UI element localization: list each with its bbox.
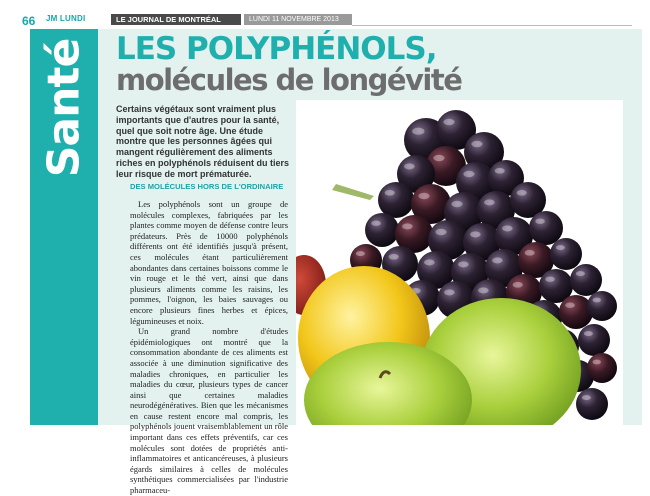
grape — [578, 324, 610, 356]
article-subtitle: molécules de longévité — [116, 63, 462, 97]
grape-highlight — [593, 298, 601, 303]
publication-bar — [111, 14, 241, 25]
grape — [365, 213, 399, 247]
grape-highlight — [525, 250, 535, 256]
page-number: 66 — [22, 14, 36, 28]
body-paragraph: Les polyphénols sont un groupe de molécules complexes, fabriquées par les plantes comme moyen de défense contre leurs prédateurs. Près de 10000 polyphénols différents ont été identifiés jusqu'à présent, ces molécules étant particulièrement abondantes dans certaines boissons comme le vin rouge et le thé vert, ainsi que dans plusieurs aliments comme les raisins, les pommes, l'oignon, les baies sauvages ou encore plusieurs fines herbes et épices, légumineuses et noix. — [130, 199, 288, 326]
grape-highlight — [484, 199, 495, 205]
grape-highlight — [412, 128, 424, 135]
grape-highlight — [385, 190, 395, 196]
grape-highlight — [576, 271, 585, 276]
grape-highlight — [433, 155, 444, 161]
grape-highlight — [582, 395, 591, 400]
grape-highlight — [492, 257, 503, 263]
grape-highlight — [470, 231, 481, 237]
grape-highlight — [435, 229, 446, 235]
grape-highlight — [463, 171, 474, 177]
grape-highlight — [478, 287, 489, 293]
grape — [550, 238, 582, 270]
grape-highlight — [502, 225, 513, 231]
article-body — [130, 182, 288, 496]
grape-highlight — [584, 331, 593, 336]
grape-highlight — [535, 218, 545, 223]
grape-highlight — [418, 193, 429, 199]
grape-highlight — [471, 141, 482, 147]
grape-highlight — [517, 190, 527, 196]
article-lead: Certains végétaux sont vraiment plus importants que d'autres pour la santé, quel que soit notre âge. Une étude montre que les personnes âgées qui mangent régulièrement des aliments riches en polyphénols réduisent du tiers leur risque de mort prématurée. — [116, 104, 290, 179]
grape-highlight — [404, 163, 415, 169]
grape-highlight — [565, 302, 575, 307]
grape-highlight — [556, 245, 565, 250]
grape-highlight — [443, 119, 454, 125]
grape-highlight — [389, 254, 399, 260]
grape-highlight — [513, 282, 523, 288]
publication-name: LE JOURNAL DE MONTRÉAL — [116, 15, 221, 24]
grape-highlight — [451, 201, 462, 207]
grapes-and-apples-photo — [296, 100, 623, 425]
grape — [378, 182, 414, 218]
date-bar — [244, 14, 352, 25]
grape — [587, 353, 617, 383]
page-header — [0, 0, 650, 30]
article-title: LES POLYPHÉNOLS, — [116, 31, 437, 67]
grape — [587, 291, 617, 321]
grape-highlight — [371, 220, 381, 225]
grape-highlight — [402, 223, 413, 229]
grape-highlight — [458, 261, 469, 267]
fruit-illustration — [296, 100, 623, 425]
grape-highlight — [444, 289, 455, 295]
grape-highlight — [424, 259, 435, 265]
grape — [576, 388, 608, 420]
grape — [559, 295, 593, 329]
header-rule — [352, 25, 632, 26]
grape-highlight — [545, 276, 555, 281]
grape-highlight — [356, 251, 365, 256]
body-paragraph: Un grand nombre d'études épidémiologiques ont montré que la consommation abondante de ces aliments est associée à une diminution significative des maladies chroniques, en particulier les maladies du cœur, plusieurs types de cancer ainsi que certaines maladies neurodégénératives. Bien que les mécanismes en cause restent encore mal compris, les polyphénols jouent vraisemblablement un rôle important dans ces effets préventifs, car ces molécules sont dotées de propriétés anti-inflammatoires et anticancéreuses, à plusieurs égards similaires à celles de molécules synthétiques commercialisées par l'industrie pharmaceu- — [130, 326, 288, 496]
grape — [570, 264, 602, 296]
grape-highlight — [593, 360, 601, 365]
brand-label: JM LUNDI — [46, 14, 86, 23]
section-label: Santé — [38, 38, 90, 178]
grape — [529, 211, 563, 245]
article-subhead: DES MOLÉCULES HORS DE L'ORDINAIRE — [130, 182, 284, 191]
issue-date: LUNDI 11 NOVEMBRE 2013 — [249, 16, 339, 23]
grape-highlight — [495, 168, 505, 174]
